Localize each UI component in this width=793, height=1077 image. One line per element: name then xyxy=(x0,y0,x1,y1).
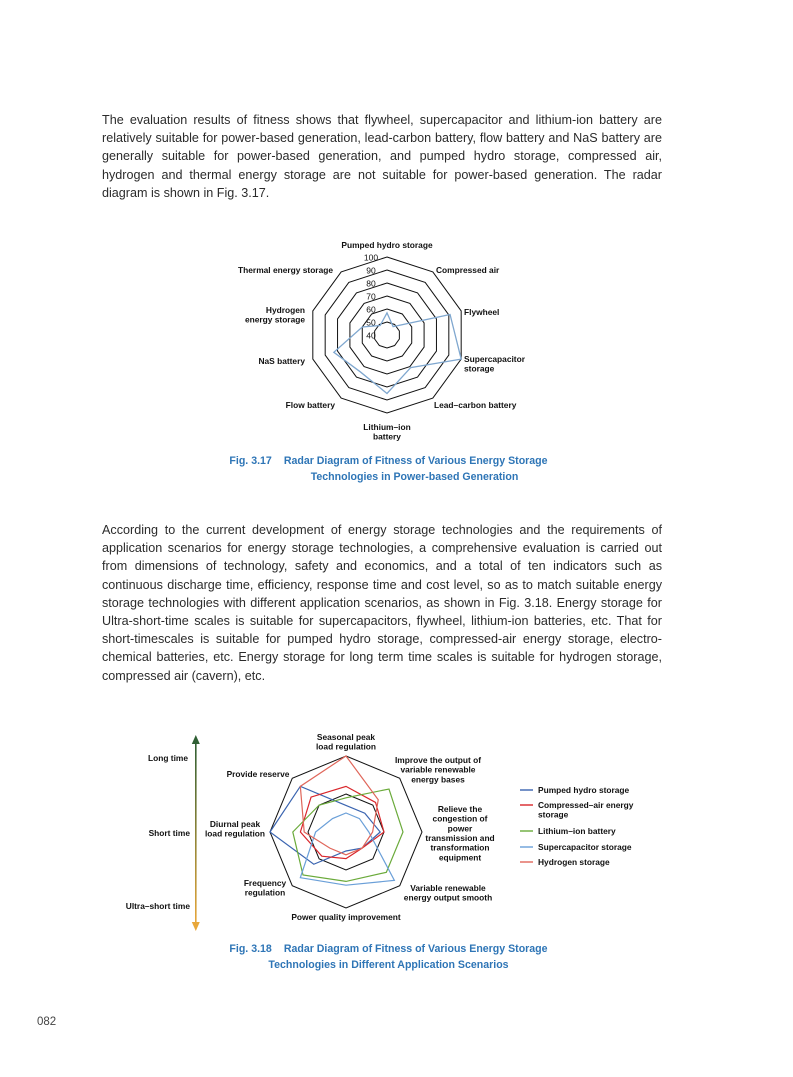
timescale-label: Long time xyxy=(147,753,188,763)
paragraph-application-scenarios: According to the current development of energy storage technologies and the requirements of application scenarios for energy storage technologies, a comprehensive evaluation is carried out from dimensions of technology, safety and economics, and a total of ten indicators such as continuous discharge time, efficiency, response time and cost level, so as to match suitable energy storage technologies with different application scenarios, as shown in Fig. 3.18. Energy storage for Ultra-short-time scales is suitable for supercapacitors, flywheel, lithium-ion batteries, etc. That for short-timescales is suitable for pumped hydro storage, compressed-air energy storage, electro-chemical batteries, etc. Energy storage for long term time scales is suitable for hydrogen storage, compressed air (cavern), etc. xyxy=(102,523,662,683)
tick-label: 60 xyxy=(366,304,376,315)
axis-label: Thermal energy storage xyxy=(238,265,333,275)
axis-label: NaS battery xyxy=(258,356,305,366)
paragraph-fitness-results: The evaluation results of fitness shows that flywheel, supercapacitor and lithium-ion battery are relatively suitable for power-based generation, lead-carbon battery, flow battery and NaS battery are generally suitable for power-based generation, and pumped hydro storage, compressed air, hydrogen and thermal energy storage are not suitable for power-based generation. The radar diagram is shown in Fig. 3.17. xyxy=(102,113,662,200)
axis-label: Variable renewable energy output smooth xyxy=(403,883,493,903)
tick-label: 70 xyxy=(366,291,376,302)
caption-line: Technologies in Power-based Generation xyxy=(310,470,519,483)
series-hydrogen-storage xyxy=(300,756,378,855)
legend-label: Lithium–ion battery xyxy=(538,826,616,836)
timescale-label: Ultra–short time xyxy=(125,901,190,911)
tick-label: 50 xyxy=(366,317,376,328)
legend-label: Hydrogen storage xyxy=(538,857,610,867)
axis-label: Relieve the congestion of power transmission and transformation equipment xyxy=(425,804,495,863)
axis-label: Lithium–ion battery xyxy=(363,422,411,442)
arrow-down-icon xyxy=(192,922,200,931)
axis-label: Frequency regulation xyxy=(243,878,287,898)
timescale-label: Short time xyxy=(148,828,190,838)
caption-line: Radar Diagram of Fitness of Various Energy Storage xyxy=(283,455,548,467)
arrow-up-icon xyxy=(192,735,200,744)
axis-label: Hydrogen energy storage xyxy=(244,305,305,325)
legend-label: Pumped hydro storage xyxy=(538,785,630,795)
axis-label: Diurnal peak load regulation xyxy=(204,819,266,839)
grid-ring-90 xyxy=(325,270,449,400)
axis-label: Provide reserve xyxy=(226,769,290,779)
grid-ring-70 xyxy=(350,296,424,374)
axis-label: Supercapacitor storage xyxy=(464,354,525,374)
legend-label: Supercapacitor storage xyxy=(538,842,632,852)
tick-label: 40 xyxy=(366,330,376,341)
grid-ring-100 xyxy=(313,257,461,413)
caption-number: Fig. 3.18 xyxy=(229,943,272,955)
timescale-arrow-shaft xyxy=(195,742,197,924)
tick-label: 90 xyxy=(366,265,376,276)
caption-number: Fig. 3.17 xyxy=(229,455,272,467)
series-compressed-air-energy-storage xyxy=(300,786,384,858)
axis-label: Compressed air xyxy=(436,265,500,275)
tick-label: 100 xyxy=(363,252,379,263)
caption-line: Radar Diagram of Fitness of Various Energy Storage xyxy=(283,943,548,955)
figure-caption-3-17 xyxy=(0,454,785,485)
caption-line: Technologies in Different Application Scenarios xyxy=(268,958,509,971)
legend-label: Compressed–air energy storage xyxy=(538,800,634,820)
tick-label: 80 xyxy=(366,278,376,289)
axis-label: Power quality improvement xyxy=(291,912,401,922)
axis-label: Flow battery xyxy=(285,400,335,410)
axis-label: Improve the output of variable renewable energy bases xyxy=(394,755,482,785)
axis-label: Flywheel xyxy=(464,307,500,317)
axis-label: Seasonal peak load regulation xyxy=(315,732,377,752)
axis-label: Pumped hydro storage xyxy=(341,240,433,250)
figure-caption-3-18 xyxy=(0,942,785,973)
series-fitness xyxy=(334,313,461,394)
axis-label: Lead–carbon battery xyxy=(434,400,517,410)
page-number: 082 xyxy=(37,1016,57,1028)
